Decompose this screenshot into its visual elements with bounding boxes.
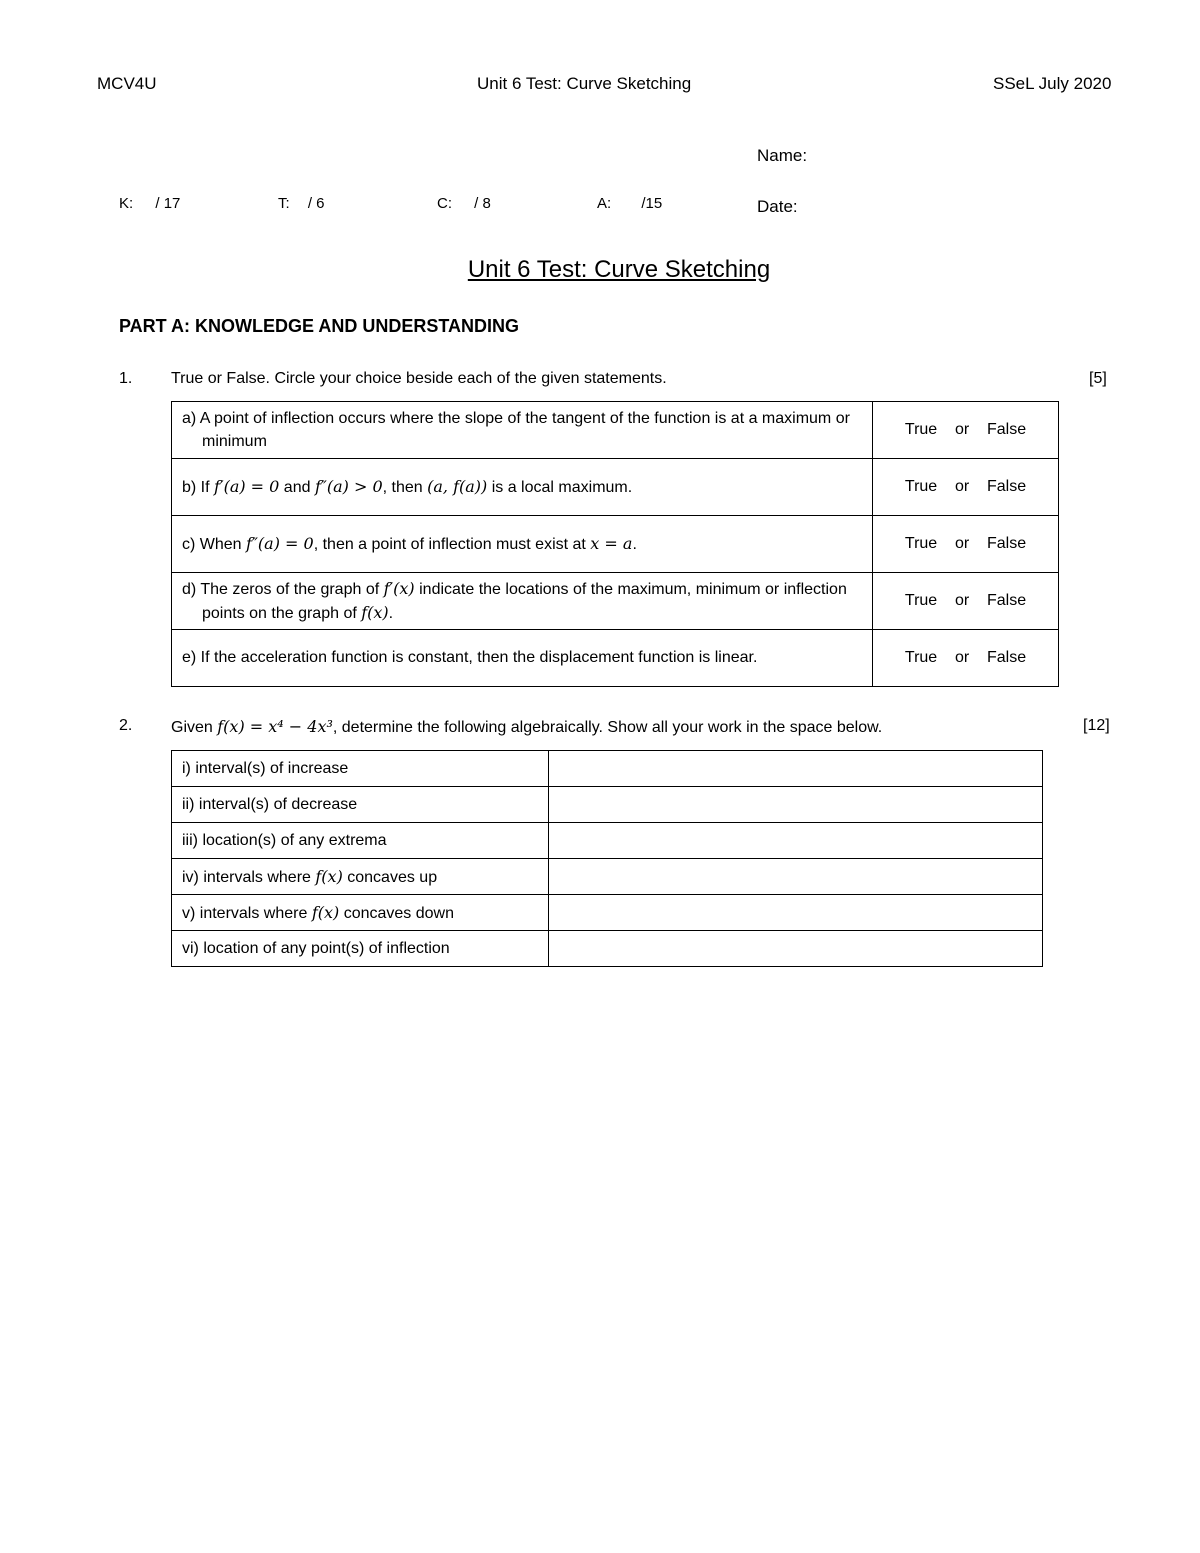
statement-text: b) If <box>182 479 215 496</box>
statement-a <box>172 402 873 459</box>
answer-cell[interactable] <box>549 787 1043 823</box>
table-row <box>172 787 1043 823</box>
row-label-text: concaves up <box>342 868 438 886</box>
row-label <box>172 895 549 931</box>
statement-text: and <box>279 479 315 496</box>
statement-text: , then a point of inflection must exist at <box>313 536 591 553</box>
part-a-heading: PART A: KNOWLEDGE AND UNDERSTANDING <box>119 316 519 336</box>
date-label: Date: <box>757 197 798 216</box>
row-label-text: ii) interval(s) of decrease <box>182 795 358 813</box>
true-false-table <box>171 401 1059 687</box>
statement-d <box>172 573 873 630</box>
row-label-text: concaves down <box>339 904 454 922</box>
math-expression: (a, f(a)) <box>427 477 488 496</box>
math-expression: f(x) = x⁴ − 4x³ <box>217 717 333 736</box>
q1-marks: [5] <box>1089 370 1107 387</box>
answer-cell[interactable] <box>549 895 1043 931</box>
q1-number: 1. <box>119 370 133 387</box>
question-text: , determine the following algebraically. Show all your work in the space below. <box>332 719 883 736</box>
score-value: /15 <box>641 195 663 212</box>
math-expression: x = a <box>590 534 633 553</box>
row-label-text: v) intervals where <box>182 904 312 922</box>
score-value: / 8 <box>474 195 491 212</box>
score-k <box>119 195 180 212</box>
math-expression: f(x) <box>315 866 343 886</box>
row-label <box>172 823 549 859</box>
true-false-choice[interactable]: True or False <box>873 402 1059 459</box>
score-label: T: <box>278 195 290 212</box>
score-value: / 6 <box>307 195 325 212</box>
question-text: Given <box>171 719 218 736</box>
statement-text: indicate the locations of the maximum, minimum or inflection points on the graph of <box>202 580 847 622</box>
score-label: K: <box>119 195 134 212</box>
table-row <box>172 630 1059 687</box>
answer-cell[interactable] <box>549 823 1043 859</box>
q2-number: 2. <box>119 717 133 734</box>
score-value: / 17 <box>155 195 181 212</box>
score-label: C: <box>437 195 452 212</box>
answer-cell[interactable] <box>549 751 1043 787</box>
answer-cell[interactable] <box>549 931 1043 967</box>
row-label <box>172 787 549 823</box>
true-false-choice[interactable]: True or False <box>873 516 1059 573</box>
q2-marks: [12] <box>1083 717 1110 734</box>
statement-text: d) The zeros of the graph of <box>182 580 384 598</box>
table-row <box>172 895 1043 931</box>
math-expression: f(x) <box>361 603 389 622</box>
table-row <box>172 751 1043 787</box>
true-false-choice[interactable]: True or False <box>873 630 1059 687</box>
table-row <box>172 823 1043 859</box>
term-label: SSeL July 2020 <box>993 74 1112 93</box>
score-a <box>597 195 662 212</box>
table-row <box>172 573 1059 630</box>
statement-c <box>172 516 873 573</box>
table-row <box>172 931 1043 967</box>
math-expression: f″(a) > 0 <box>314 477 383 496</box>
q1-text: True or False. Circle your choice beside each of the given statements. <box>171 370 667 387</box>
row-label-text: iv) intervals where <box>182 868 316 886</box>
math-expression: f″(a) = 0 <box>246 534 314 553</box>
test-title: Unit 6 Test: Curve Sketching <box>467 256 771 283</box>
math-expression: f′(x) <box>383 578 415 598</box>
properties-table <box>171 750 1043 967</box>
math-expression: f′(a) = 0 <box>214 477 280 496</box>
row-label-text: i) interval(s) of increase <box>182 759 349 777</box>
q2-text <box>171 717 882 737</box>
statement-b <box>172 459 873 516</box>
row-label <box>172 859 549 895</box>
row-label-text: vi) location of any point(s) of inflection <box>182 939 450 957</box>
statement-text: c) When <box>182 536 247 553</box>
statement-e <box>172 630 873 687</box>
header-title: Unit 6 Test: Curve Sketching <box>477 74 692 93</box>
score-label: A: <box>597 195 612 212</box>
answer-cell[interactable] <box>549 859 1043 895</box>
statement-text: , then <box>382 479 428 496</box>
course-code: MCV4U <box>97 74 157 93</box>
table-row <box>172 402 1059 459</box>
math-expression: f(x) <box>311 902 340 922</box>
row-label <box>172 931 549 967</box>
statement-text: e) If the acceleration function is constant, then the displacement function is linear. <box>182 649 758 666</box>
statement-text: . <box>632 536 637 553</box>
row-label <box>172 751 549 787</box>
score-c <box>437 195 491 212</box>
statement-text: is a local maximum. <box>487 479 633 496</box>
name-label: Name: <box>757 146 808 165</box>
true-false-choice[interactable]: True or False <box>873 573 1059 630</box>
table-row <box>172 459 1059 516</box>
statement-line <box>182 577 862 625</box>
statement-text: a) A point of inflection occurs where the slope of the tangent of the function is at a maximum or minimum <box>182 409 850 450</box>
statement-text: . <box>388 605 394 622</box>
table-row <box>172 859 1043 895</box>
true-false-choice[interactable]: True or False <box>873 459 1059 516</box>
row-label-text: iii) location(s) of any extrema <box>182 831 387 849</box>
table-row <box>172 516 1059 573</box>
score-t <box>278 195 325 212</box>
